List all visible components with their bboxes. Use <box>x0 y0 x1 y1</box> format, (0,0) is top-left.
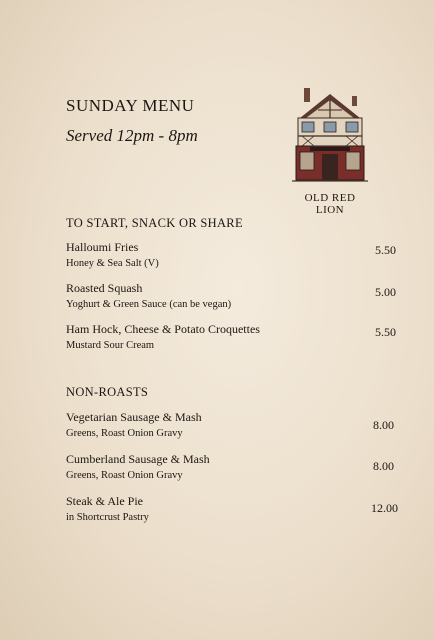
item-description: Mustard Sour Cream <box>66 340 155 351</box>
item-price: 5.50 <box>375 243 396 257</box>
tudor-building-icon <box>290 84 370 188</box>
section-title-non-roasts: NON-ROASTS <box>66 385 149 399</box>
item-name: Vegetarian Sausage & Mash <box>66 410 202 424</box>
menu-item <box>66 410 406 441</box>
pub-logo <box>290 84 370 216</box>
item-name: Steak & Ale Pie <box>66 494 143 508</box>
item-name: Halloumi Fries <box>66 240 139 254</box>
menu-item <box>66 322 406 353</box>
item-name: Ham Hock, Cheese & Potato Croquettes <box>66 322 260 336</box>
item-name: Cumberland Sausage & Mash <box>66 452 210 466</box>
item-price: 8.00 <box>373 418 394 432</box>
item-price: 12.00 <box>371 501 398 515</box>
item-description: Greens, Roast Onion Gravy <box>66 470 183 481</box>
menu-item <box>66 494 406 525</box>
menu-item <box>66 281 406 312</box>
menu-item <box>66 240 406 271</box>
item-price: 8.00 <box>373 459 394 473</box>
section-title-starters: TO START, SNACK OR SHARE <box>66 216 243 230</box>
item-price: 5.00 <box>375 285 396 299</box>
item-description: in Shortcrust Pastry <box>66 512 149 523</box>
item-description: Honey & Sea Salt (V) <box>66 258 159 269</box>
item-name: Roasted Squash <box>66 281 143 295</box>
item-description: Yoghurt & Green Sauce (can be vegan) <box>66 299 232 310</box>
menu-title: SUNDAY MENU <box>66 96 195 115</box>
service-hours: Served 12pm - 8pm <box>66 126 198 145</box>
item-price: 5.50 <box>375 325 396 339</box>
pub-name: OLD RED LION <box>304 192 356 216</box>
menu-item <box>66 452 406 483</box>
item-description: Greens, Roast Onion Gravy <box>66 428 183 439</box>
